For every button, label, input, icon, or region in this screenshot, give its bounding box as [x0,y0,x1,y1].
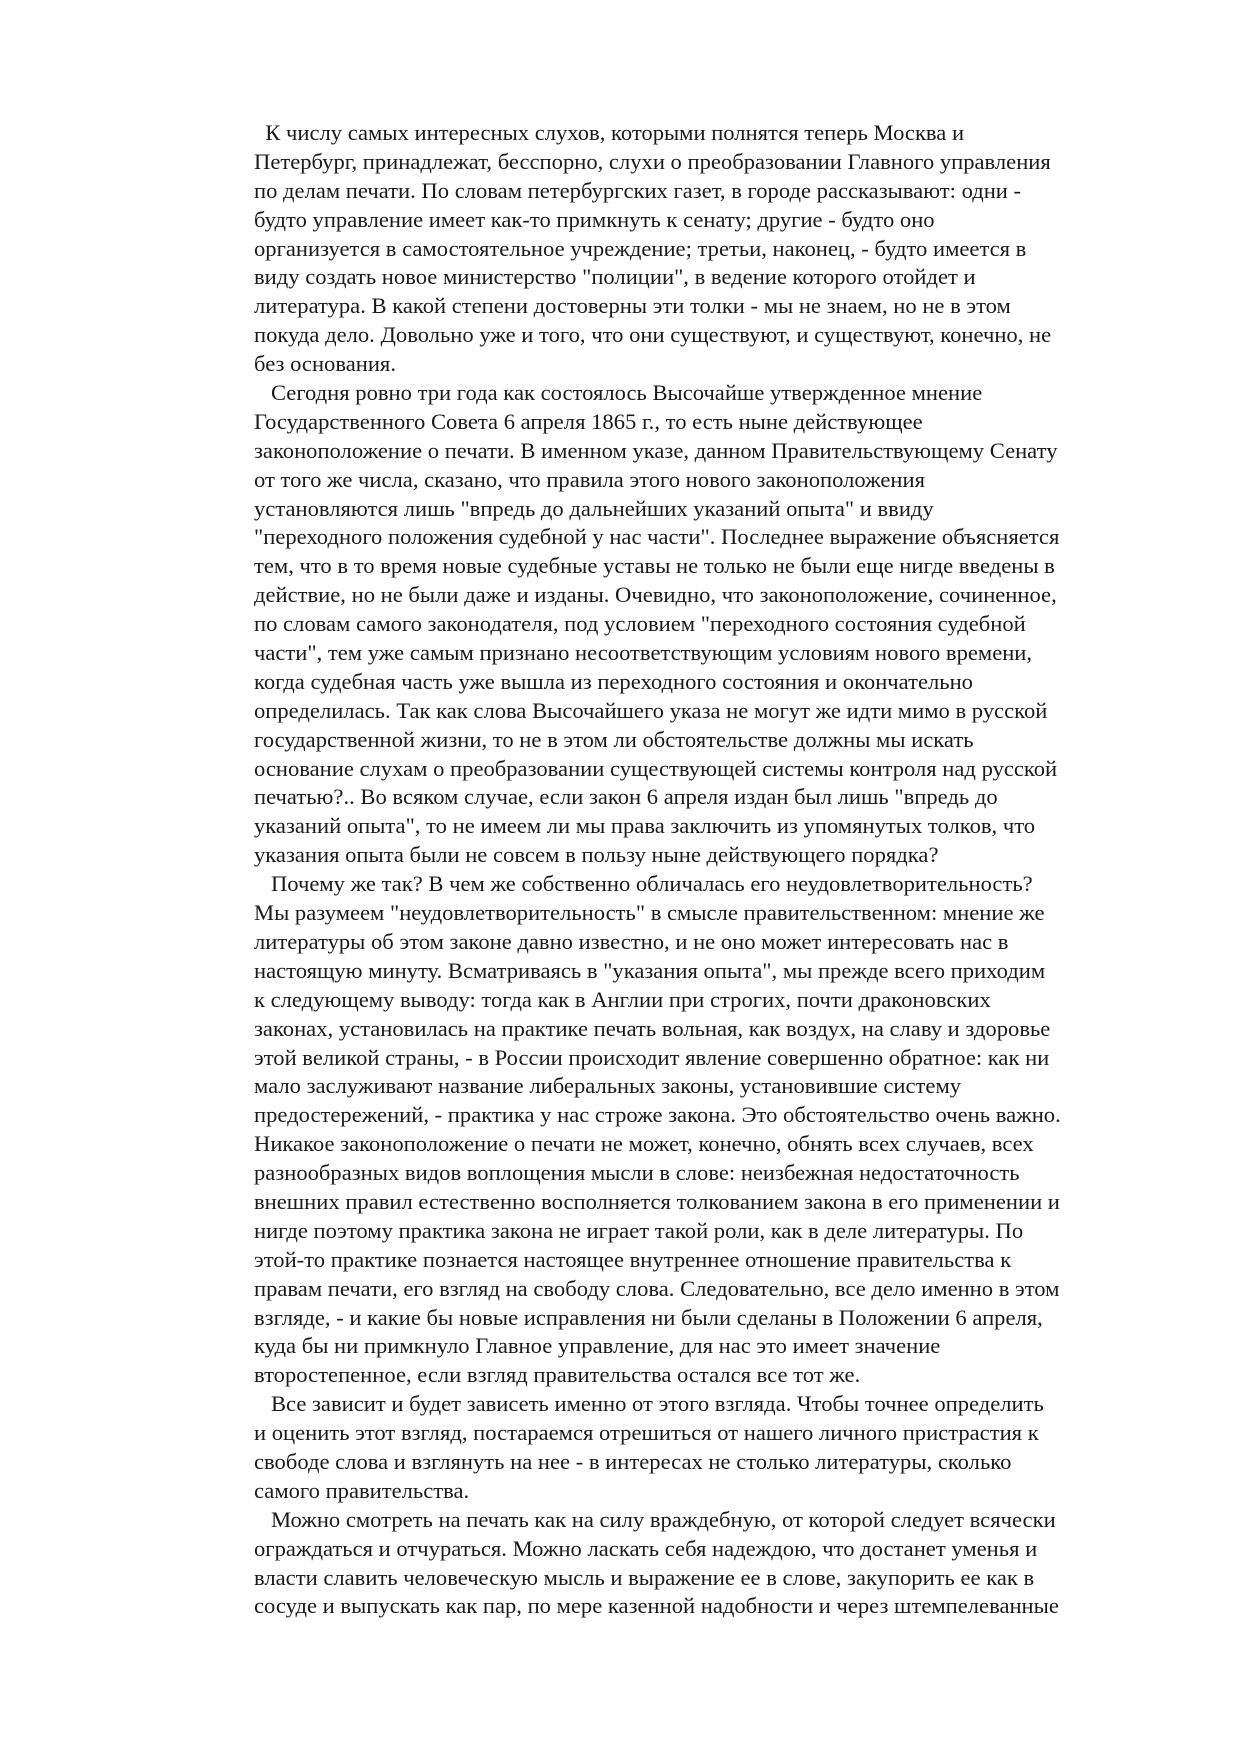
text-line: Все зависит и будет зависеть именно от этого взгляда. Чтобы точнее определить [254,1391,1044,1417]
text-line: предостережений, - практика у нас строже закона. Это обстоятельство очень важно. [254,1102,1061,1128]
text-line: этой-то практике познается настоящее внутреннее отношение правительства к [254,1246,1012,1272]
text-line: "переходного положения судебной у нас части". Последнее выражение объясняется [254,524,1060,550]
text-line: этой великой страны, - в России происходит явление совершенно обратное: как ни [254,1044,1050,1070]
article-text [254,119,1159,1621]
text-line: указания опыта были не совсем в пользу ныне действующего порядка? [254,842,939,868]
text-line: части", тем уже самым признано несоответствующим условиям нового времени, [254,640,1033,666]
text-line: организуется в самостоятельное учреждение; третьи, наконец, - будто имеется в [254,235,1027,261]
text-line: государственной жизни, то не в этом ли обстоятельстве должны мы искать [254,726,974,752]
text-line: Петербург, принадлежат, бесспорно, слухи о преобразовании Главного управления [254,148,1051,174]
text-line: указаний опыта", то не имеем ли мы права заключить из упомянутых толков, что [254,813,1036,839]
text-line: установляются лишь "впредь до дальнейших указаний опыта" и ввиду [254,495,934,521]
text-line: литературы об этом законе давно известно, и не оно может интересовать нас в [254,928,1009,954]
text-line: законоположение о печати. В именном указе, данном Правительствующему Сенату [254,437,1058,463]
text-line: внешних правил естественно восполняется толкованием закона в его применении и [254,1188,1060,1214]
text-line: Никакое законоположение о печати не может, конечно, обнять всех случаев, всех [254,1131,1034,1157]
text-line: без основания. [254,351,396,377]
text-line: будто управление имеет как-то примкнуть к сенату; другие - будто оно [254,206,935,232]
text-line: Мы разумеем "неудовлетворительность" в смысле правительственном: мнение же [254,900,1045,926]
text-line: по словам самого законодателя, под условием "переходного состояния судебной [254,611,1026,637]
paragraph-1 [254,119,1159,379]
text-line: сосуде и выпускать как пар, по мере казенной надобности и через штемпелеванные [254,1593,1059,1619]
text-line: литература. В какой степени достоверны эти толки - мы не знаем, но не в этом [254,293,1011,319]
text-line: Государственного Совета 6 апреля 1865 г., то есть ныне действующее [254,408,923,434]
text-line: от того же числа, сказано, что правила этого нового законоположения [254,466,926,492]
text-line: определилась. Так как слова Высочайшего указа не могут же идти мимо в русской [254,697,1048,723]
text-line: К числу самых интересных слухов, которыми полнятся теперь Москва и [254,120,965,145]
text-line: Почему же так? В чем же собственно обличалась его неудовлетворительность? [254,871,1033,897]
text-line: самого правительства. [254,1477,470,1503]
text-line: разнообразных видов воплощения мысли в слове: неизбежная недостаточность [254,1160,1020,1186]
text-line: покуда дело. Довольно уже и того, что они существуют, и существуют, конечно, не [254,322,1052,348]
text-line: Сегодня ровно три года как состоялось Высочайше утвержденное мнение [254,380,983,406]
text-line: законах, установилась на практике печать вольная, как воздух, на славу и здоровье [254,1015,1051,1041]
text-line: печатью?.. Во всяком случае, если закон 6 апреля издан был лишь "впредь до [254,784,998,810]
text-line: виду создать новое министерство "полиции", в ведение которого отойдет и [254,264,976,290]
text-line: действие, но не были даже и изданы. Очевидно, что законоположение, сочиненное, [254,582,1057,608]
text-line: настоящую минуту. Всматриваясь в "указания опыта", мы прежде всего приходим [254,957,1046,983]
text-line: правам печати, его взгляд на свободу слова. Следовательно, все дело именно в этом [254,1275,1060,1301]
text-line: нигде поэтому практика закона не играет такой роли, как в деле литературы. По [254,1217,1024,1243]
text-line: мало заслуживают название либеральных законы, установившие систему [254,1073,962,1099]
text-line: свободе слова и взглянуть на нее - в интересах не столько литературы, сколько [254,1448,1012,1474]
text-line: Можно смотреть на печать как на силу враждебную, от которой следует всячески [254,1506,1056,1532]
paragraph-3 [254,870,1159,1390]
paragraph-5 [254,1506,1159,1622]
text-line: взгляде, - и какие бы новые исправления ни были сделаны в Положении 6 апреля, [254,1304,1043,1330]
text-line: и оценить этот взгляд, постараемся отрешиться от нашего личного пристрастия к [254,1420,1039,1446]
paragraph-2 [254,379,1159,870]
text-line: куда бы ни примкнуло Главное управление, для нас это имеет значение [254,1333,941,1359]
text-line: власти славить человеческую мысль и выражение ее в слове, закупорить ее как в [254,1564,1035,1590]
text-line: к следующему выводу: тогда как в Англии при строгих, почти драконовских [254,986,991,1012]
text-line: второстепенное, если взгляд правительства остался все тот же. [254,1362,861,1388]
paragraph-4 [254,1390,1159,1506]
text-line: ограждаться и отчураться. Можно ласкать себя надеждою, что достанет уменья и [254,1535,1038,1561]
text-line: по делам печати. По словам петербургских газет, в городе рассказывают: одни - [254,177,1022,203]
text-line: когда судебная часть уже вышла из переходного состояния и окончательно [254,668,973,694]
text-line: тем, что в то время новые судебные уставы не только не были еще нигде введены в [254,553,1055,579]
text-line: основание слухам о преобразовании существующей системы контроля над русской [254,755,1058,781]
